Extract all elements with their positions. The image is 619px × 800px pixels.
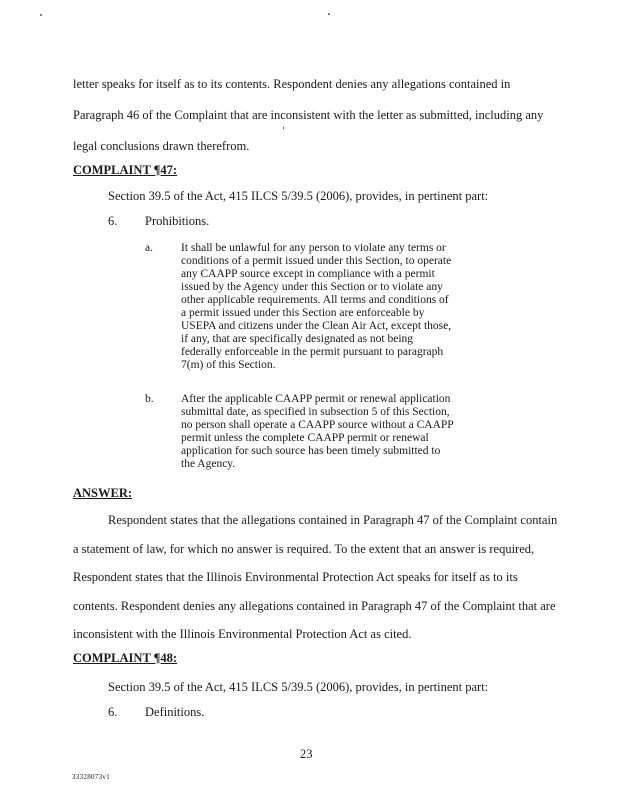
quote-line: a permit issued under this Section are enforceable by xyxy=(181,307,425,319)
subitem-label: b. xyxy=(145,393,154,405)
quote-line: conditions of a permit issued under this Section, to operate xyxy=(181,255,452,267)
section-heading: COMPLAINT ¶47: xyxy=(73,163,178,177)
answer-line: inconsistent with the Illinois Environmental Protection Act as cited. xyxy=(73,627,412,641)
item-title: Definitions. xyxy=(145,705,205,719)
scan-speck xyxy=(283,127,284,129)
scan-speck xyxy=(40,14,42,16)
item-number: 6. xyxy=(108,705,118,719)
quote-line: any CAAPP source except in compliance with a permit xyxy=(181,268,435,280)
quote-line: It shall be unlawful for any person to violate any terms or xyxy=(181,242,446,254)
subitem-label: a. xyxy=(145,242,153,254)
item-title: Prohibitions. xyxy=(145,214,210,228)
answer-line: Respondent states that the allegations contained in Paragraph 47 of the Complaint contain xyxy=(108,513,558,527)
answer-heading: ANSWER: xyxy=(73,486,133,500)
page-number: 23 xyxy=(300,747,313,761)
answer-line: Respondent states that the Illinois Environmental Protection Act speaks for itself as to its xyxy=(73,570,518,584)
document-id: 33328073v1 xyxy=(72,773,110,781)
paragraph-line: Paragraph 46 of the Complaint that are inconsistent with the letter as submitted, including any xyxy=(73,108,544,122)
answer-line: contents. Respondent denies any allegations contained in Paragraph 47 of the Complaint that are xyxy=(73,599,556,613)
quote-line: permit unless the complete CAAPP permit or renewal xyxy=(181,432,429,444)
quote-line: no person shall operate a CAAPP source without a CAAPP xyxy=(181,419,454,431)
statute-intro: Section 39.5 of the Act, 415 ILCS 5/39.5 (2006), provides, in pertinent part: xyxy=(108,680,489,694)
answer-line: a statement of law, for which no answer is required. To the extent that an answer is required, xyxy=(73,542,535,556)
quote-line: federally enforceable in the permit pursuant to paragraph xyxy=(181,346,444,358)
quote-line: 7(m) of this Section. xyxy=(181,359,276,371)
section-heading: COMPLAINT ¶48: xyxy=(73,651,178,665)
quote-line: application for such source has been timely submitted to xyxy=(181,445,441,457)
item-number: 6. xyxy=(108,214,118,228)
paragraph-line: letter speaks for itself as to its contents. Respondent denies any allegations contained in xyxy=(73,77,511,91)
quote-line: the Agency. xyxy=(181,458,236,470)
quote-line: issued by the Agency under this Section or to violate any xyxy=(181,281,443,293)
statute-intro: Section 39.5 of the Act, 415 ILCS 5/39.5 (2006), provides, in pertinent part: xyxy=(108,189,489,203)
quote-line: After the applicable CAAPP permit or renewal application xyxy=(181,393,451,405)
scan-speck xyxy=(328,13,330,15)
paragraph-line: legal conclusions drawn therefrom. xyxy=(73,139,250,153)
quote-line: if any, that are specifically designated as not being xyxy=(181,333,414,345)
quote-line: submittal date, as specified in subsection 5 of this Section, xyxy=(181,406,450,418)
quote-line: USEPA and citizens under the Clean Air Act, except those, xyxy=(181,320,452,332)
quote-line: other applicable requirements. All terms and conditions of xyxy=(181,294,449,306)
